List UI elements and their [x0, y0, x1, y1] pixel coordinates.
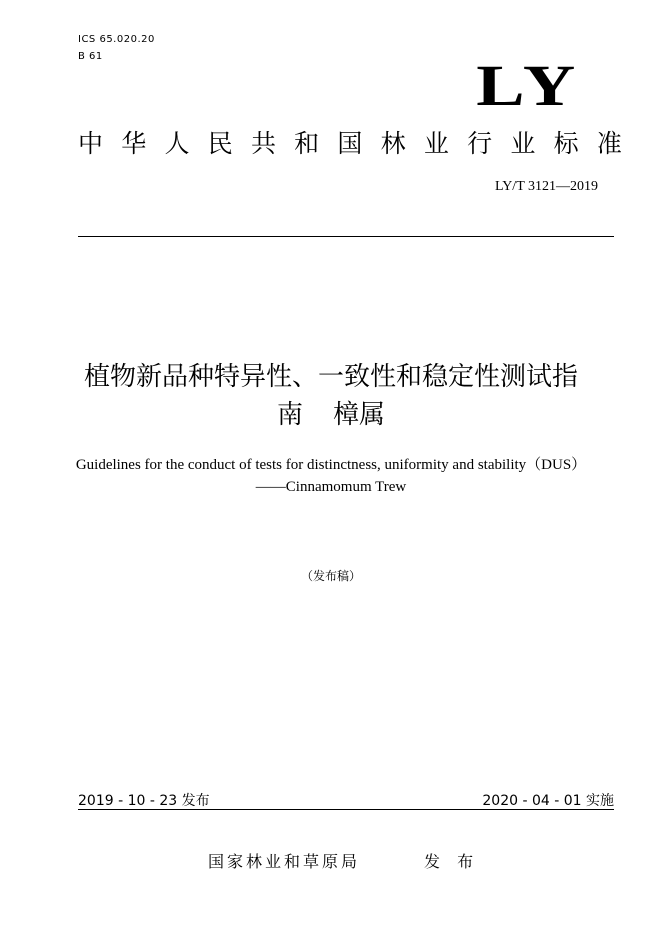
- organization-title-char: 准: [596, 129, 622, 158]
- footer-divider: [78, 809, 614, 810]
- document-title-zh-line2: [0, 398, 662, 432]
- issue-label: 发 布: [424, 852, 480, 871]
- header-divider: [78, 236, 614, 237]
- organization-title-char: 共: [250, 129, 276, 158]
- draft-status: （发布稿）: [300, 569, 361, 583]
- ics-code: ICS 65.020.20: [78, 34, 155, 45]
- standard-number: LY/T 3121—2019: [495, 179, 598, 194]
- document-title-zh-line2-part2: 樟属: [333, 400, 386, 430]
- organization-title-char: 业: [510, 129, 536, 158]
- organization-title-char: 和: [294, 129, 320, 158]
- organization-title-char: 人: [164, 129, 190, 158]
- organization-title-char: 业: [423, 129, 449, 158]
- ly-logo: LY: [475, 53, 580, 118]
- issuing-authority: 国家林业和草原局: [208, 852, 361, 871]
- organization-title-char: 华: [121, 129, 147, 158]
- ccs-code: B 61: [78, 51, 103, 62]
- document-title-en-line2: ——Cinnamomum Trew: [255, 479, 407, 495]
- organization-title-char: 国: [337, 129, 363, 158]
- organization-title-char: 林: [380, 129, 406, 158]
- organization-title: [78, 128, 622, 160]
- document-title-zh-line1: 植物新品种特异性、一致性和稳定性测试指: [83, 362, 578, 392]
- document-title-en-line1: Guidelines for the conduct of tests for distinctness, uniformity and stability（DUS）: [75, 457, 587, 473]
- organization-title-char: 中: [78, 129, 104, 158]
- organization-title-char: 民: [207, 129, 233, 158]
- organization-title-char: 行: [467, 129, 493, 158]
- document-title-zh-line2-part1: 南: [276, 400, 303, 430]
- issue-date: 2019 - 10 - 23 发布: [78, 793, 210, 809]
- organization-title-char: 标: [553, 129, 579, 158]
- date-row: [78, 792, 614, 810]
- implementation-date: 2020 - 04 - 01 实施: [482, 793, 614, 809]
